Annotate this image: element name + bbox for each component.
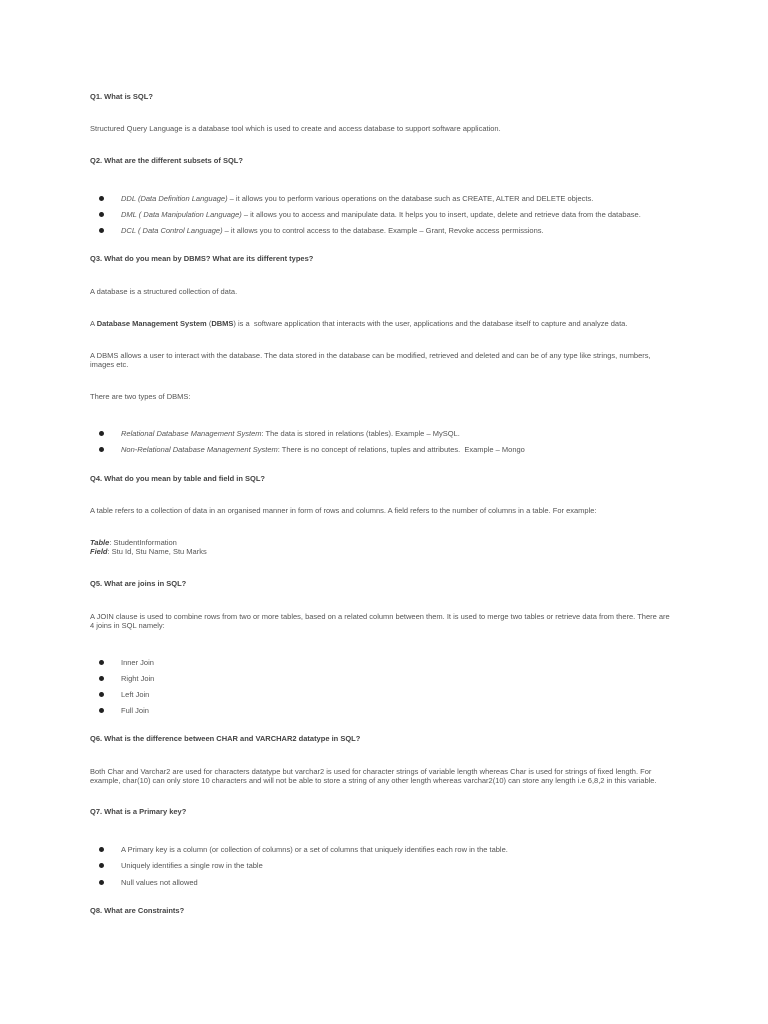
q2-heading: Q2. What are the different subsets of SQL?: [90, 156, 243, 165]
list-item: [0, 674, 720, 683]
q3-paragraph-4: There are two types of DBMS:: [90, 392, 191, 401]
list-item-text: [121, 194, 593, 203]
q7-heading: Q7. What is a Primary key?: [90, 807, 187, 816]
paragraph-text: (: [206, 319, 212, 328]
bold-term: DBMS: [211, 319, 234, 328]
bullet-icon: [99, 228, 104, 233]
list-item-text: Inner Join: [121, 658, 154, 667]
q4-paragraph-1: A table refers to a collection of data in an organised manner in form of rows and columns. A field refers to the number of columns in a table. For example:: [90, 506, 597, 515]
field-value: : Stu Id, Stu Name, Stu Marks: [107, 547, 207, 556]
q3-heading: Q3. What do you mean by DBMS? What are its different types?: [90, 254, 314, 263]
bullet-icon: [99, 676, 104, 681]
list-item-term: DCL ( Data Control Language): [121, 226, 223, 235]
bullet-icon: [99, 692, 104, 697]
q5-paragraph-1: [90, 612, 670, 630]
list-item-text: Full Join: [121, 706, 149, 715]
bullet-icon: [99, 431, 104, 436]
q3-paragraph-1: A database is a structured collection of data.: [90, 287, 238, 296]
list-item: [0, 878, 720, 887]
q3-paragraph-3: [90, 351, 651, 369]
q3-paragraph-2: [90, 319, 627, 328]
list-item: [0, 194, 720, 203]
bullet-icon: [99, 708, 104, 713]
list-item-term: Relational Database Management System: [121, 429, 262, 438]
bullet-icon: [99, 660, 104, 665]
list-item-description: – it allows you to perform various operations on the database such as CREATE, ALTER and DELETE objects.: [227, 194, 594, 203]
paragraph-line: A JOIN clause is used to combine rows from two or more tables, based on a related column between them. It is used to merge two tables or retrieve data from there. There are: [90, 612, 670, 621]
q6-heading: Q6. What is the difference between CHAR and VARCHAR2 datatype in SQL?: [90, 734, 361, 743]
list-item-text: [121, 210, 641, 219]
list-item-description: : There is no concept of relations, tuples and attributes. Example – Mongo: [277, 445, 525, 454]
list-item-text: Uniquely identifies a single row in the table: [121, 861, 263, 870]
field-label: Field: [90, 547, 108, 556]
list-item: [0, 861, 720, 870]
paragraph-line: Both Char and Varchar2 are used for characters datatype but varchar2 is used for character strings of variable length whereas Char is used for strings of fixed length. For: [90, 767, 652, 776]
paragraph-line: example, char(10) can only store 10 characters and will not be able to store a string of any other length whereas varchar2(10) can store any length i.e 6,8,2 in this variable.: [90, 776, 657, 785]
table-label: Table: [90, 538, 110, 547]
paragraph-line: images etc.: [90, 360, 129, 369]
table-value: : StudentInformation: [109, 538, 177, 547]
bullet-icon: [99, 847, 104, 852]
paragraph-line: A DBMS allows a user to interact with the database. The data stored in the database can be modified, retrieved and deleted and can be of any type like strings, numbers,: [90, 351, 651, 360]
list-item-text: A Primary key is a column (or collection of columns) or a set of columns that uniquely identifies each row in the table.: [121, 845, 508, 854]
bullet-icon: [99, 447, 104, 452]
list-item: [0, 445, 720, 454]
bullet-icon: [99, 880, 104, 885]
bullet-icon: [99, 863, 104, 868]
list-item: [0, 210, 720, 219]
list-item: [0, 429, 720, 438]
list-item-term: DDL (Data Definition Language): [121, 194, 228, 203]
q6-paragraph-1: [90, 767, 657, 785]
list-item: [0, 690, 720, 699]
paragraph-text: ) is a software application that interacts with the user, applications and the database itself to capture and analyze data.: [233, 319, 628, 328]
q4-heading: Q4. What do you mean by table and field in SQL?: [90, 474, 266, 483]
list-item-text: [121, 429, 460, 438]
q8-heading: Q8. What are Constraints?: [90, 906, 185, 915]
bullet-icon: [99, 212, 104, 217]
bold-term: Database Management System: [96, 319, 207, 328]
list-item: [0, 658, 720, 667]
list-item-text: Left Join: [121, 690, 150, 699]
list-item-description: – it allows you to access and manipulate data. It helps you to insert, update, delete and retrieve data from the database.: [241, 210, 641, 219]
list-item-term: DML ( Data Manipulation Language): [121, 210, 242, 219]
list-item-text: [121, 226, 544, 235]
q5-heading: Q5. What are joins in SQL?: [90, 579, 187, 588]
q1-answer: Structured Query Language is a database tool which is used to create and access database to support software application.: [90, 124, 501, 133]
paragraph-line: 4 joins in SQL namely:: [90, 621, 165, 630]
bullet-icon: [99, 196, 104, 201]
list-item-description: : The data is stored in relations (tables). Example – MySQL.: [261, 429, 460, 438]
q4-field-example: [90, 547, 207, 556]
list-item-description: – it allows you to control access to the database. Example – Grant, Revoke access permissions.: [222, 226, 544, 235]
list-item-text: Right Join: [121, 674, 155, 683]
list-item: [0, 226, 720, 235]
list-item: [0, 706, 720, 715]
q1-heading: Q1. What is SQL?: [90, 92, 153, 101]
paragraph-text: A: [90, 319, 97, 328]
q4-table-example: [90, 538, 177, 547]
list-item-text: Null values not allowed: [121, 878, 198, 887]
list-item-text: [121, 445, 525, 454]
list-item: [0, 845, 720, 854]
list-item-term: Non-Relational Database Management System: [121, 445, 278, 454]
